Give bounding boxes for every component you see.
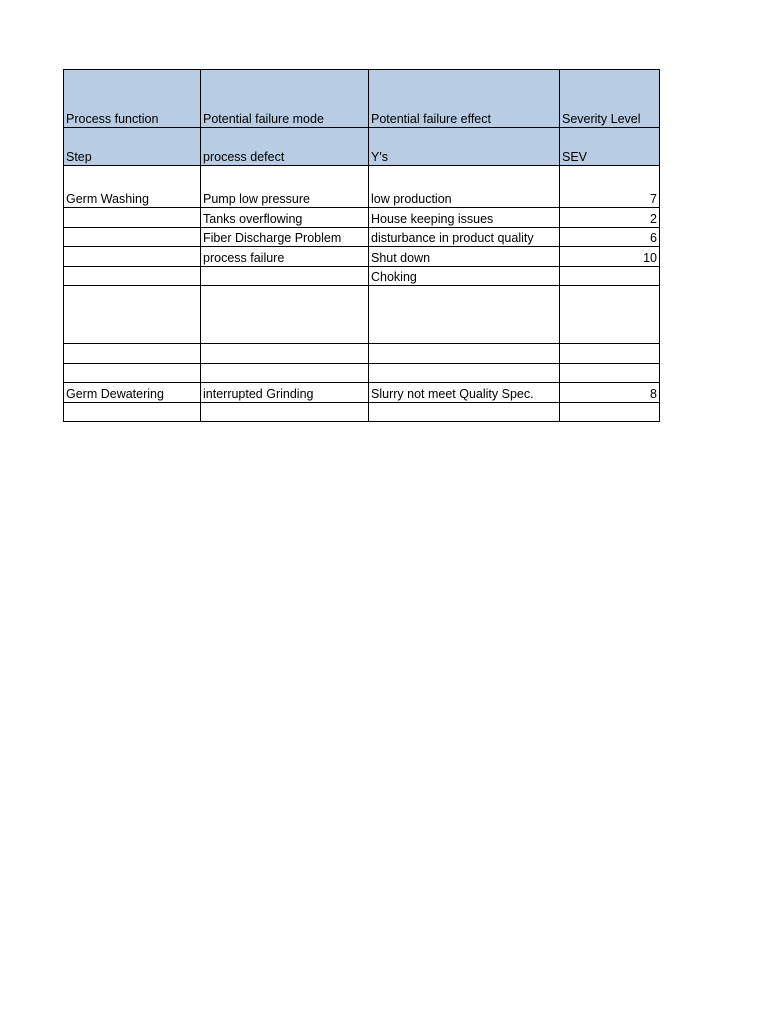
process-step-cell: [64, 344, 201, 364]
failure-effect-cell: Choking: [369, 267, 560, 286]
failure-effect-cell: Slurry not meet Quality Spec.: [369, 383, 560, 403]
severity-cell: 10: [560, 247, 660, 267]
header-cell: Process function: [64, 70, 201, 128]
severity-cell: 6: [560, 228, 660, 247]
process-step-cell: [64, 228, 201, 247]
table-row: [64, 286, 660, 344]
process-step-cell: [64, 364, 201, 383]
severity-cell: 2: [560, 208, 660, 228]
severity-cell: 7: [560, 166, 660, 208]
process-step-cell: [64, 247, 201, 267]
failure-mode-cell: [201, 403, 369, 422]
severity-cell: [560, 344, 660, 364]
failure-mode-cell: [201, 364, 369, 383]
severity-cell: [560, 403, 660, 422]
table-row: [64, 364, 660, 383]
table-row: [64, 166, 660, 208]
header-cell: Severity Level: [560, 70, 660, 128]
header-cell: Potential failure mode: [201, 70, 369, 128]
subheader-cell: SEV: [560, 128, 660, 166]
process-step-cell: Germ Dewatering: [64, 383, 201, 403]
process-step-cell: Germ Washing: [64, 166, 201, 208]
failure-mode-cell: [201, 344, 369, 364]
subheader-cell: process defect: [201, 128, 369, 166]
subheader-cell: Step: [64, 128, 201, 166]
failure-mode-cell: [201, 286, 369, 344]
table-row: [64, 383, 660, 403]
table-row: [64, 344, 660, 364]
severity-cell: 8: [560, 383, 660, 403]
table-row: [64, 267, 660, 286]
failure-effect-cell: House keeping issues: [369, 208, 560, 228]
severity-cell: [560, 267, 660, 286]
failure-effect-cell: disturbance in product quality: [369, 228, 560, 247]
subheader-row: [64, 128, 660, 166]
failure-mode-cell: Pump low pressure: [201, 166, 369, 208]
failure-effect-cell: Shut down: [369, 247, 560, 267]
process-step-cell: [64, 403, 201, 422]
failure-mode-cell: Fiber Discharge Problem: [201, 228, 369, 247]
process-step-cell: [64, 286, 201, 344]
failure-mode-cell: interrupted Grinding: [201, 383, 369, 403]
process-step-cell: [64, 208, 201, 228]
process-step-cell: [64, 267, 201, 286]
table-row: [64, 228, 660, 247]
failure-effect-cell: [369, 364, 560, 383]
failure-effect-cell: low production: [369, 166, 560, 208]
table-row: [64, 208, 660, 228]
severity-cell: [560, 286, 660, 344]
failure-effect-cell: [369, 286, 560, 344]
failure-effect-cell: [369, 403, 560, 422]
failure-mode-cell: [201, 267, 369, 286]
table-row: [64, 247, 660, 267]
failure-mode-cell: Tanks overflowing: [201, 208, 369, 228]
table-row: [64, 403, 660, 422]
header-cell: Potential failure effect: [369, 70, 560, 128]
failure-mode-cell: process failure: [201, 247, 369, 267]
subheader-cell: Y's: [369, 128, 560, 166]
header-row: [64, 70, 660, 128]
fmea-table: [63, 69, 660, 422]
severity-cell: [560, 364, 660, 383]
failure-effect-cell: [369, 344, 560, 364]
